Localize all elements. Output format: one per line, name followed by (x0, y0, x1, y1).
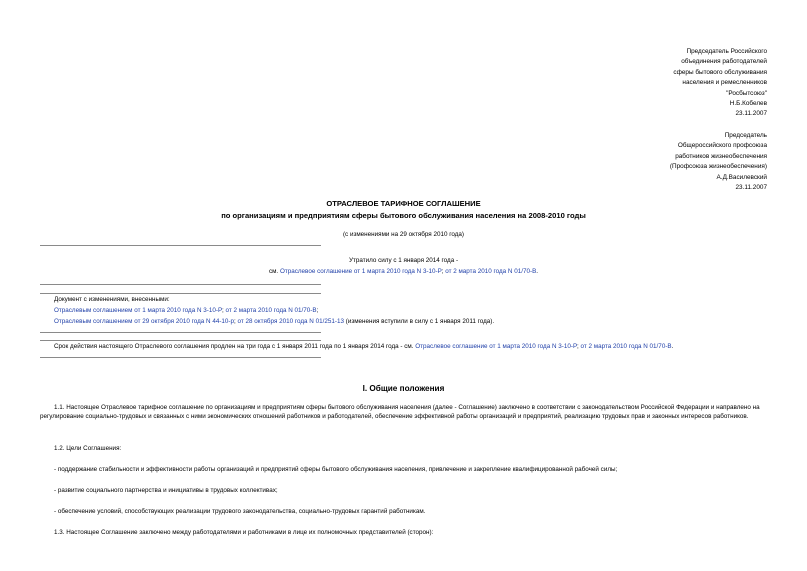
signature-line: населения и ремесленников (682, 79, 767, 87)
signature-line: "Росбытсоюз" (726, 89, 767, 97)
goal-item: - развитие социального партнерства и инициативы в трудовых коллективах; (54, 487, 278, 494)
paragraph-1-2: 1.2. Цели Соглашения: (54, 445, 122, 452)
signature-line: Председатель (724, 132, 767, 139)
divider (40, 245, 321, 246)
divider (40, 284, 321, 285)
signature-line: (Профсоюза жизнеобеспечения) (669, 163, 767, 171)
signature-line: сферы бытового обслуживания (673, 68, 767, 76)
changes-link-4[interactable]: от 28 октября 2010 года N 01/251-13 (237, 318, 344, 325)
divider (40, 332, 321, 333)
signature-name: Н.Б.Кобелев (729, 100, 767, 108)
signature-block-union (670, 131, 767, 193)
expired-link-1[interactable]: Отраслевое соглашение от 1 марта 2010 года N 3-10-Р (279, 268, 442, 275)
paragraph-1-3: 1.3. Настоящее Соглашение заключено между работодателями и работниками в лице их полномочных представителей (сторон): (54, 529, 434, 536)
extension-notice: Срок действия настоящего Отраслевого соглашения продлен на три года с 1 января 2011 года по 1 января 2014 года - см. Отраслевое соглашение от 1 марта 2010 года N 3-10-Р; от 2 марта 2010 года N 01/70-В. (54, 343, 674, 350)
changes-line-2: Отраслевым соглашением от 29 октября 2010 года N 44-10-р; от 28 октября 2010 года N 01/251-13 (изменения вступили в силу с 1 января 2011 года). (54, 318, 495, 325)
section-heading: I. Общие положения (362, 384, 445, 393)
changes-link-1[interactable]: Отраслевым соглашением от 1 марта 2010 года N 3-10-Р (54, 307, 223, 314)
changes-heading: Документ с изменениями, внесенными: (54, 296, 170, 303)
paragraph-1-1: 1.1. Настоящее Отраслевое тарифное соглашение по организациям и предприятиям сферы бытового обслуживания населения (далее - Соглашение) заключено в соответствии с законодательством Российской Федерации и направлено на регулирование социально-трудовых и связанных с ними экономических отношений работников и работодателей, обеспечение эффективной работы организаций и предприятий, реализацию трудовых прав и законных интересов работников. (40, 404, 760, 420)
changes-link-2[interactable]: от 2 марта 2010 года N 01/70-В (225, 307, 317, 314)
divider (40, 340, 321, 341)
goal-item: - поддержание стабильности и эффективности работы организаций и предприятий сферы бытового обслуживания населения, привлечение и закрепление квалифицированной рабочей силы; (54, 466, 618, 473)
changes-line-1: Отраслевым соглашением от 1 марта 2010 года N 3-10-Р; от 2 марта 2010 года N 01/70-В; (54, 307, 319, 314)
changes-link-3[interactable]: Отраслевым соглашением от 29 октября 2010 года N 44-10-р (54, 318, 235, 325)
signature-line: объединения работодателей (681, 58, 767, 66)
extension-link-2[interactable]: от 2 марта 2010 года N 01/70-В (580, 343, 672, 350)
signature-block-employers (673, 47, 767, 120)
signature-line: работников жизнеобеспечения (675, 152, 767, 160)
document-title: ОТРАСЛЕВОЕ ТАРИФНОЕ СОГЛАШЕНИЕ (326, 199, 481, 208)
signature-line: Общероссийского профсоюза (677, 142, 767, 150)
signature-name: А.Д.Василевский (716, 173, 767, 181)
amendments-note: (с изменениями на 29 октября 2010 года) (342, 231, 465, 238)
divider (40, 293, 321, 294)
signature-date: 23.11.2007 (735, 110, 767, 118)
document-subtitle: по организациям и предприятиям сферы бытового обслуживания населения на 2008-2010 годы (221, 211, 586, 220)
expired-refs: см. Отраслевое соглашение от 1 марта 2010 года N 3-10-Р; от 2 марта 2010 года N 01/70-В. (268, 268, 539, 275)
signature-line: Председатель Российского (686, 48, 767, 55)
goal-item: - обеспечение условий, способствующих реализации трудового законодательства, социально-трудовых гарантий работникам. (54, 508, 426, 515)
divider (40, 357, 321, 358)
signature-date: 23.11.2007 (735, 184, 767, 192)
expired-notice: Утратило силу с 1 января 2014 года - (348, 257, 459, 264)
expired-link-2[interactable]: от 2 марта 2010 года N 01/70-В (445, 268, 537, 275)
extension-link-1[interactable]: Отраслевое соглашение от 1 марта 2010 года N 3-10-Р (415, 343, 578, 350)
